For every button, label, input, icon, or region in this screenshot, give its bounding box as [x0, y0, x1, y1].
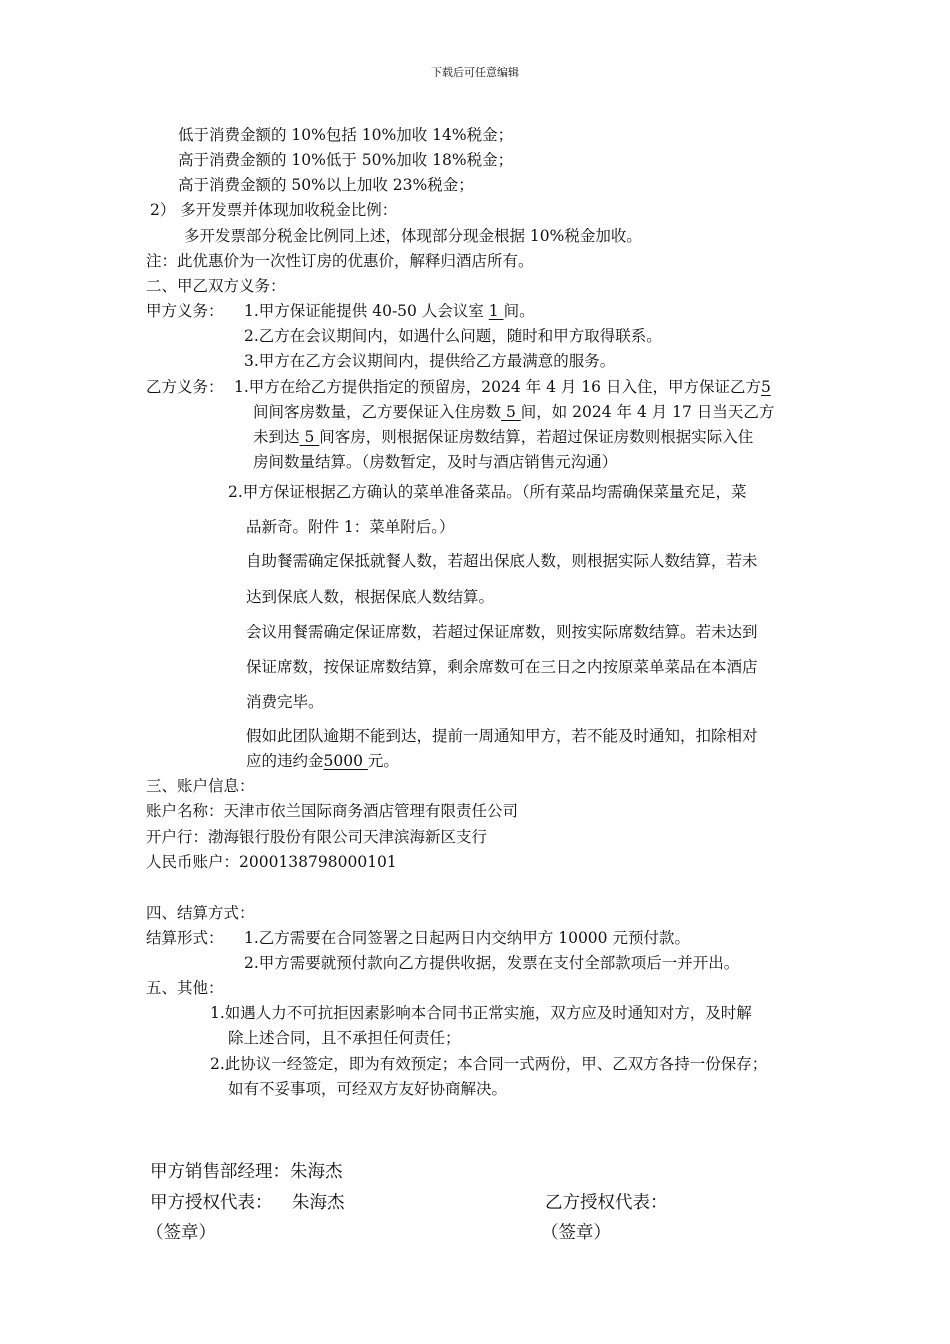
note: 注：此优惠价为一次性订房的优惠价，解释归酒店所有。: [146, 252, 534, 270]
party-a-rep-label: 甲方授权代表：: [150, 1193, 273, 1213]
party-a-rep-name: 朱海杰: [292, 1193, 345, 1213]
account-number: 人民币账户：2000138798000101: [146, 853, 397, 871]
party-b-item-2-line-5: 会议用餐需确定保证席数，若超过保证席数，则按实际席数结算。若未达到: [246, 623, 758, 641]
other-item-1-line-2: 除上述合同，且不承担任何责任；: [228, 1029, 461, 1047]
room-count: 1: [488, 302, 504, 320]
section-4-title: 四、结算方式：: [146, 904, 255, 922]
settlement-item-2: 2.甲方需要就预付款向乙方提供收据，发票在支付全部款项后一并开出。: [244, 954, 740, 972]
account-name: 账户名称：天津市依兰国际商务酒店管理有限责任公司: [146, 802, 519, 820]
party-b-item-2-line-1: 2.甲方保证根据乙方确认的菜单准备菜品。（所有菜品均需确保菜量充足，菜: [228, 483, 747, 501]
party-b-seal: （签章）: [541, 1223, 611, 1243]
party-b-item-2-line-7: 消费完毕。: [246, 693, 324, 711]
other-item-2-line-1: 2.此协议一经签定，即为有效预定；本合同一式两份，甲、乙双方各持一份保存；: [210, 1055, 768, 1073]
bank-name: 开户行：渤海银行股份有限公司天津滨海新区支行: [146, 828, 488, 846]
party-a-item-1: 1.甲方保证能提供 40-50 人会议室 1 间。: [244, 302, 535, 320]
party-b-item-2-line-6: 保证席数，按保证席数结算，剩余席数可在三日之内按原菜单菜品在本酒店: [246, 658, 758, 676]
party-a-seal: （签章）: [146, 1223, 216, 1243]
party-b-item-2-line-3: 自助餐需确定保抵就餐人数，若超出保底人数，则根据实际人数结算，若未: [246, 552, 758, 570]
party-b-rep-label: 乙方授权代表：: [545, 1193, 668, 1213]
section-5-title: 五、其他：: [146, 979, 224, 997]
party-a-item-2: 2.乙方在会议期间内，如遇什么问题，随时和甲方取得联系。: [244, 327, 662, 345]
tax-rule-3: 高于消费金额的 50%以上加收 23%税金；: [178, 176, 474, 194]
section-3-title: 三、账户信息：: [146, 777, 255, 795]
section-2-title: 二、甲乙双方义务：: [146, 277, 286, 295]
penalty-line: 应的违约金5000 元。: [246, 752, 399, 770]
tax-rule-1: 低于消费金额的 10%包括 10%加收 14%税金；: [178, 126, 514, 144]
penalty-amount: 5000: [323, 752, 368, 770]
party-b-item-2-line-4: 达到保底人数，根据保底人数结算。: [246, 588, 495, 606]
party-b-label: 乙方义务：: [146, 378, 224, 396]
party-b-item-2-line-2: 品新奇。附件 1：菜单附后。）: [246, 518, 455, 536]
page-header: 下载后可任意编辑: [431, 66, 519, 79]
settlement-item-1: 1.乙方需要在合同签署之日起两日内交纳甲方 10000 元预付款。: [244, 929, 690, 947]
party-b-item-1-line-4: 房间数量结算。（房数暂定，及时与酒店销售元沟通）: [253, 453, 618, 471]
tax-rule-extra: 多开发票部分税金比例同上述，体现部分现金根据 10%税金加收。: [184, 227, 642, 245]
party-b-item-1-line-3: 未到达 5 间客房，则根据保证房数结算，若超过保证房数则根据实际入住: [253, 428, 754, 446]
party-b-item-2-line-8: 假如此团队逾期不能到达，提前一周通知甲方，若不能及时通知，扣除相对: [246, 727, 758, 745]
party-b-item-1-line-2: 间间客房数量，乙方要保证入住房数 5 间，如 2024 年 4 月 17 日当天乙方: [253, 403, 775, 421]
party-a-item-3: 3.甲方在乙方会议期间内，提供给乙方最满意的服务。: [244, 352, 616, 370]
settlement-label: 结算形式：: [146, 929, 224, 947]
other-item-1-line-1: 1.如遇人力不可抗拒因素影响本合同书正常实施，双方应及时通知对方，及时解: [210, 1004, 752, 1022]
other-item-2-line-2: 如有不妥事项，可经双方友好协商解决。: [228, 1080, 508, 1098]
party-a-label: 甲方义务：: [146, 302, 224, 320]
tax-heading-2: 2） 多开发票并体现加收税金比例：: [150, 201, 398, 219]
sales-manager: 甲方销售部经理：朱海杰: [150, 1162, 343, 1182]
tax-rule-2: 高于消费金额的 10%低于 50%加收 18%税金；: [178, 151, 514, 169]
party-b-item-1-line-1: 1.甲方在给乙方提供指定的预留房，2024 年 4 月 16 日入住，甲方保证乙方5: [234, 378, 771, 396]
